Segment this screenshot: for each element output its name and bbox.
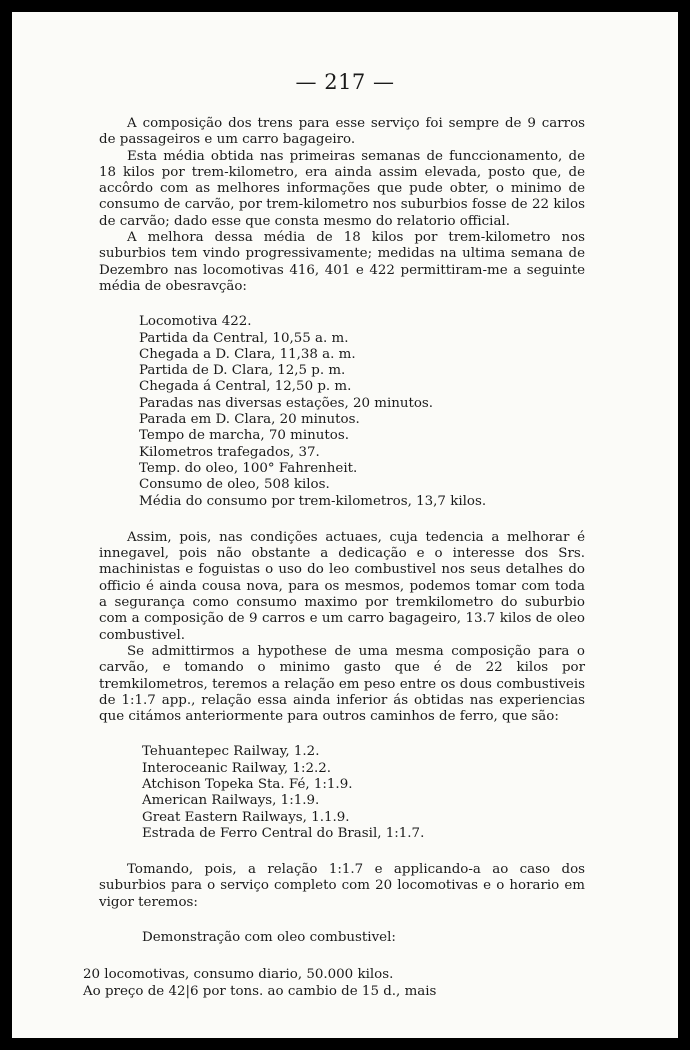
list-item: Kilometros trafegados, 37.: [139, 444, 320, 460]
list-item: Tempo de marcha, 70 minutos.: [139, 428, 349, 444]
railway-ratio-list: [99, 744, 585, 842]
list-item: Temp. do oleo, 100° Fahrenheit.: [139, 460, 358, 476]
paragraph-improvement: A melhora dessa média de 18 kilos por trem-kilometro nos suburbios tem vindo progressivamente; medidas na ultima semana de Dezembro nas locomotivas 416, 401 e 422 permittiram-me a seguinte média de obesravção:: [99, 230, 585, 294]
list-item: Chegada á Central, 12,50 p. m.: [139, 379, 352, 395]
list-item: Média do consumo por trem-kilometros, 13,7 kilos.: [139, 493, 487, 509]
list-item: American Railways, 1:1.9.: [142, 793, 320, 809]
list-item: Partida da Central, 10,55 a. m.: [139, 330, 349, 346]
list-item: Chegada a D. Clara, 11,38 a. m.: [139, 346, 356, 362]
paragraph-composition: A composição dos trens para esse serviço foi sempre de 9 carros de passageiros e um carro bagageiro.: [99, 116, 585, 148]
paragraph-applying: Tomando, pois, a relação 1:1.7 e applicando-a ao caso dos suburbios para o serviço completo com 20 locomotivas e o horario em vigor teremos:: [99, 862, 585, 910]
list-item: Atchison Topeka Sta. Fé, 1:1.9.: [142, 776, 353, 792]
closing-lines: [83, 967, 585, 1000]
page-number: — 217 —: [295, 70, 395, 94]
list-item: Paradas nas diversas estações, 20 minutos.: [139, 395, 434, 411]
book-page: [12, 12, 678, 1038]
paragraph-average: Esta média obtida nas primeiras semanas de funccionamento, de 18 kilos por trem-kilometro, era ainda assim elevada, posto que, de accôrdo com as melhores informações que pude obter, o minimo de consumo de carvão, por trem-kilometro nos suburbios fosse de 22 kilos de carvão; dado esse que consta mesmo do relatorio official.: [99, 148, 585, 229]
closing-line: Ao preço de 42|6 por tons. ao cambio de 15 d., mais: [83, 983, 437, 999]
demonstration-heading: Demonstração com oleo combustivel:: [142, 930, 396, 946]
list-item: Locomotiva 422.: [139, 314, 252, 330]
list-item: Tehuantepec Railway, 1.2.: [142, 744, 320, 760]
list-item: Estrada de Ferro Central do Brasil, 1:1.7.: [142, 825, 425, 841]
list-item: Great Eastern Railways, 1.1.9.: [142, 809, 350, 825]
page-body: [83, 116, 585, 1000]
paragraph-conditions: Assim, pois, nas condições actuaes, cuja tedencia a melhorar é innegavel, pois não obstante a dedicação e o interesse dos Srs. machinistas e foguistas o uso do leo combustivel nos seus detalhes do officio é ainda cousa nova, para os mesmos, podemos tomar com toda a segurança como consumo maximo por tremkilometro do suburbio com a composição de 9 carros e um carro bagageiro, 13.7 kilos de oleo combustivel.: [99, 529, 585, 643]
list-item: Consumo de oleo, 508 kilos.: [139, 477, 330, 493]
closing-line: 20 locomotivas, consumo diario, 50.000 kilos.: [83, 967, 394, 983]
list-item: Parada em D. Clara, 20 minutos.: [139, 412, 360, 428]
paragraph-hypothesis: Se admittirmos a hypothese de uma mesma composição para o carvão, e tomando o minimo gasto que é de 22 kilos por tremkilometros, teremos a relação em peso entre os dous combustiveis de 1:1.7 app., relação essa ainda inferior ás obtidas nas experiencias que citámos anteriormente para outros caminhos de ferro, que são:: [99, 643, 585, 725]
locomotive-observation-list: [99, 314, 585, 510]
list-item: Partida de D. Clara, 12,5 p. m.: [139, 363, 346, 379]
list-item: Interoceanic Railway, 1:2.2.: [142, 760, 332, 776]
